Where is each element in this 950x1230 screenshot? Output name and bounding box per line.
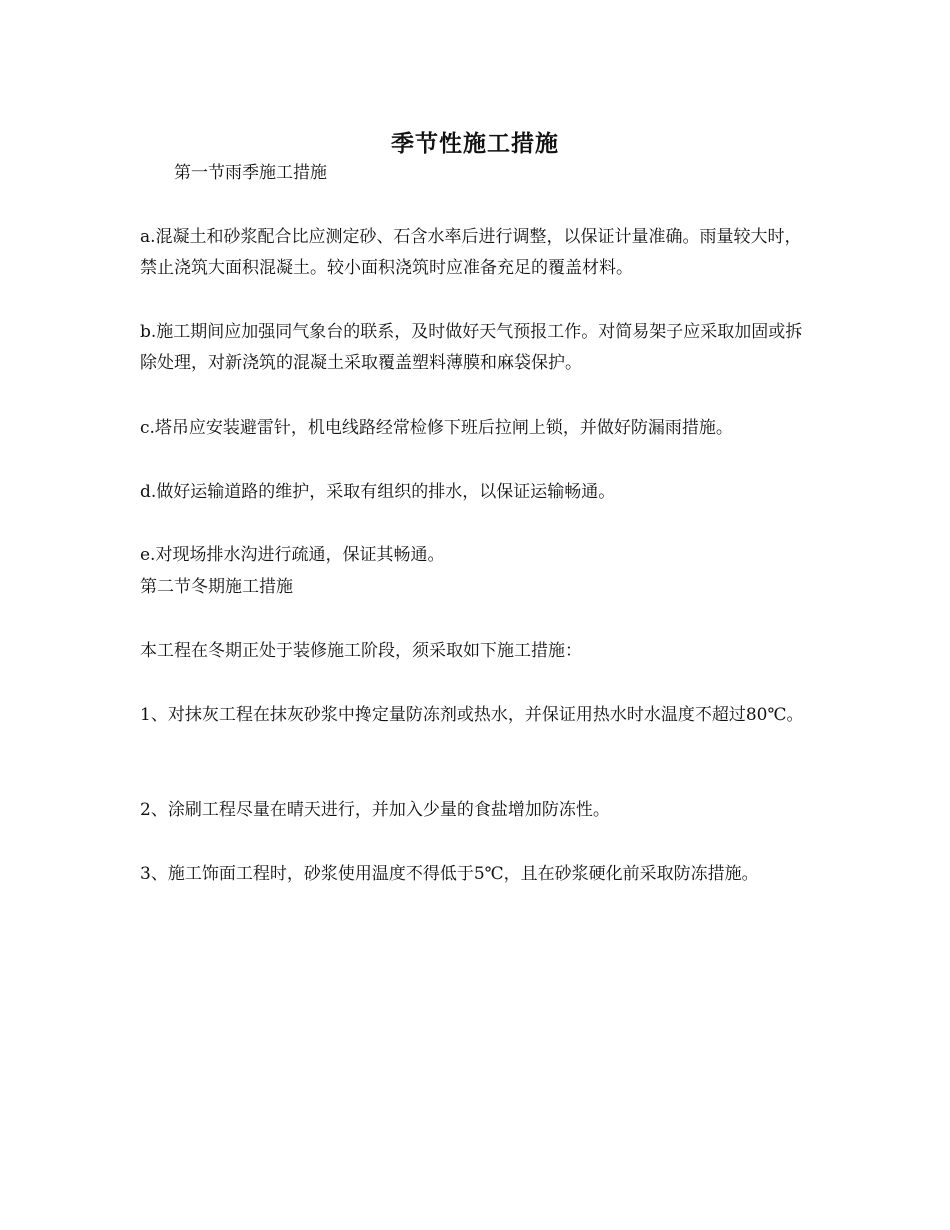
section1-heading: 第一节雨季施工措施 xyxy=(174,163,327,183)
section1-item-c: c.塔吊应安装避雷针，机电线路经常检修下班后拉闸上锁，并做好防漏雨措施。 xyxy=(140,418,733,438)
document-title: 季节性施工措施 xyxy=(391,130,559,158)
section1-item-e: e.对现场排水沟进行疏通，保证其畅通。 xyxy=(140,545,445,565)
section1-item-d: d.做好运输道路的维护，采取有组织的排水，以保证运输畅通。 xyxy=(140,482,616,502)
section2-item-3: 3、施工饰面工程时，砂浆使用温度不得低于5℃，且在砂浆硬化前采取防冻措施。 xyxy=(140,864,759,884)
section1-item-a: a.混凝土和砂浆配合比应测定砂、石含水率后进行调整，以保证计量准确。雨量较大时，禁止浇筑大面积混凝土。较小面积浇筑时应准备充足的覆盖材料。 xyxy=(140,227,802,278)
section2-heading: 第二节冬期施工措施 xyxy=(140,577,293,597)
section2-item-1: 1、对抹灰工程在抹灰砂浆中搀定量防冻剂或热水，并保证用热水时水温度不超过80℃。 xyxy=(140,705,804,725)
section1-item-b: b.施工期间应加强同气象台的联系，及时做好天气预报工作。对简易架子应采取加固或拆除处理，对新浇筑的混凝土采取覆盖塑料薄膜和麻袋保护。 xyxy=(140,322,803,373)
section2-item-2: 2、涂刷工程尽量在晴天进行，并加入少量的食盐增加防冻性。 xyxy=(140,800,610,820)
section2-intro: 本工程在冬期正处于装修施工阶段，须采取如下施工措施： xyxy=(140,641,582,661)
